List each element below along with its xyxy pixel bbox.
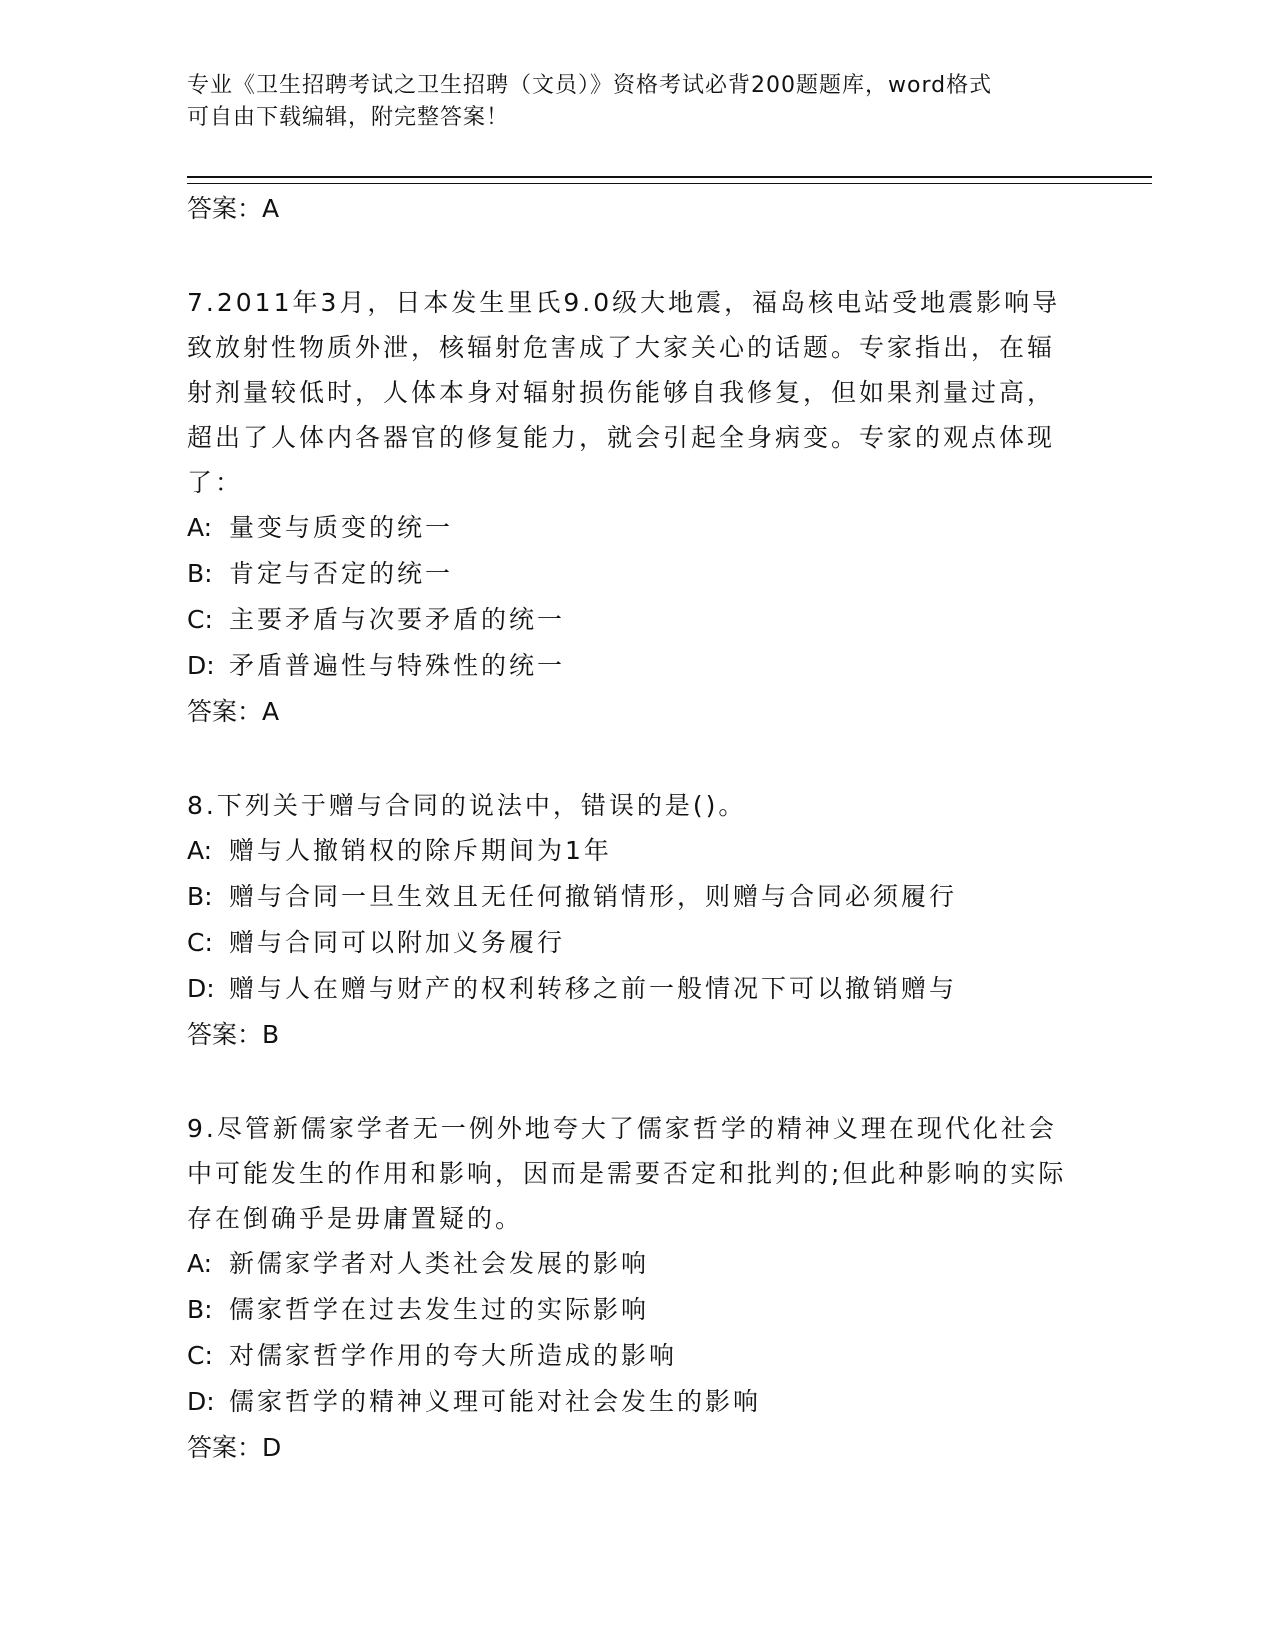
option-c bbox=[187, 597, 1077, 643]
option-d bbox=[187, 966, 1077, 1012]
option-text: 赠与合同一旦生效且无任何撤销情形，则赠与合同必须履行 bbox=[229, 882, 958, 911]
spacer bbox=[187, 232, 1077, 280]
header-line-2: 可自由下载编辑，附完整答案！ bbox=[187, 105, 510, 130]
question-stem: 8.下列关于赠与合同的说法中，错误的是()。 bbox=[187, 791, 747, 820]
option-key: A: bbox=[187, 836, 213, 865]
header-divider-thin bbox=[187, 183, 1152, 184]
option-key: B: bbox=[187, 882, 213, 911]
option-text: 主要矛盾与次要矛盾的统一 bbox=[229, 605, 566, 634]
option-a bbox=[187, 505, 1077, 551]
option-text: 新儒家学者对人类社会发展的影响 bbox=[229, 1249, 650, 1278]
option-text: 赠与人撤销权的除斥期间为1年 bbox=[229, 836, 612, 865]
option-text: 儒家哲学在过去发生过的实际影响 bbox=[229, 1295, 650, 1324]
option-b bbox=[187, 874, 1077, 920]
answer-line: 答案：A bbox=[187, 194, 280, 223]
option-text: 赠与人在赠与财产的权利转移之前一般情况下可以撤销赠与 bbox=[229, 974, 958, 1003]
option-key: C: bbox=[187, 928, 213, 957]
option-b bbox=[187, 1287, 1077, 1333]
option-c bbox=[187, 920, 1077, 966]
question-7 bbox=[187, 280, 1077, 735]
document-header bbox=[187, 70, 1067, 134]
question-stem: 9.尽管新儒家学者无一例外地夸大了儒家哲学的精神义理在现代化社会中可能发生的作用和影响，因而是需要否定和批判的;但此种影响的实际存在倒确乎是毋庸置疑的。 bbox=[187, 1114, 1067, 1233]
option-a bbox=[187, 828, 1077, 874]
spacer bbox=[187, 1058, 1077, 1106]
spacer bbox=[187, 735, 1077, 783]
option-text: 赠与合同可以附加义务履行 bbox=[229, 928, 566, 957]
option-key: B: bbox=[187, 1295, 213, 1324]
option-text: 肯定与否定的统一 bbox=[229, 559, 454, 588]
question-stem: 7.2011年3月，日本发生里氏9.0级大地震，福岛核电站受地震影响导致放射性物质外泄，核辐射危害成了大家关心的话题。专家指出，在辐射剂量较低时，人体本身对辐射损伤能够自我修复，但如果剂量过高，超出了人体内各器官的修复能力，就会引起全身病变。专家的观点体现了： bbox=[187, 288, 1061, 497]
header-line-1: 专业《卫生招聘考试之卫生招聘（文员）》资格考试必背200题题库，word格式 bbox=[187, 73, 993, 98]
option-a bbox=[187, 1241, 1077, 1287]
question-8 bbox=[187, 783, 1077, 1058]
option-text: 量变与质变的统一 bbox=[229, 513, 454, 542]
option-key: D: bbox=[187, 651, 215, 680]
option-key: D: bbox=[187, 974, 215, 1003]
option-key: D: bbox=[187, 1387, 215, 1416]
option-text: 儒家哲学的精神义理可能对社会发生的影响 bbox=[229, 1387, 762, 1416]
answer-line: 答案：B bbox=[187, 1020, 280, 1049]
answer-line: 答案：A bbox=[187, 697, 280, 726]
header-divider-thick bbox=[187, 176, 1152, 178]
option-key: C: bbox=[187, 605, 213, 634]
option-c bbox=[187, 1333, 1077, 1379]
option-b bbox=[187, 551, 1077, 597]
question-9 bbox=[187, 1106, 1077, 1471]
option-d bbox=[187, 643, 1077, 689]
document-body bbox=[187, 186, 1077, 1471]
answer-line: 答案：D bbox=[187, 1433, 282, 1462]
option-key: B: bbox=[187, 559, 213, 588]
option-key: A: bbox=[187, 1249, 213, 1278]
option-key: C: bbox=[187, 1341, 213, 1370]
option-key: A: bbox=[187, 513, 213, 542]
option-d bbox=[187, 1379, 1077, 1425]
option-text: 矛盾普遍性与特殊性的统一 bbox=[229, 651, 566, 680]
option-text: 对儒家哲学作用的夸大所造成的影响 bbox=[229, 1341, 678, 1370]
